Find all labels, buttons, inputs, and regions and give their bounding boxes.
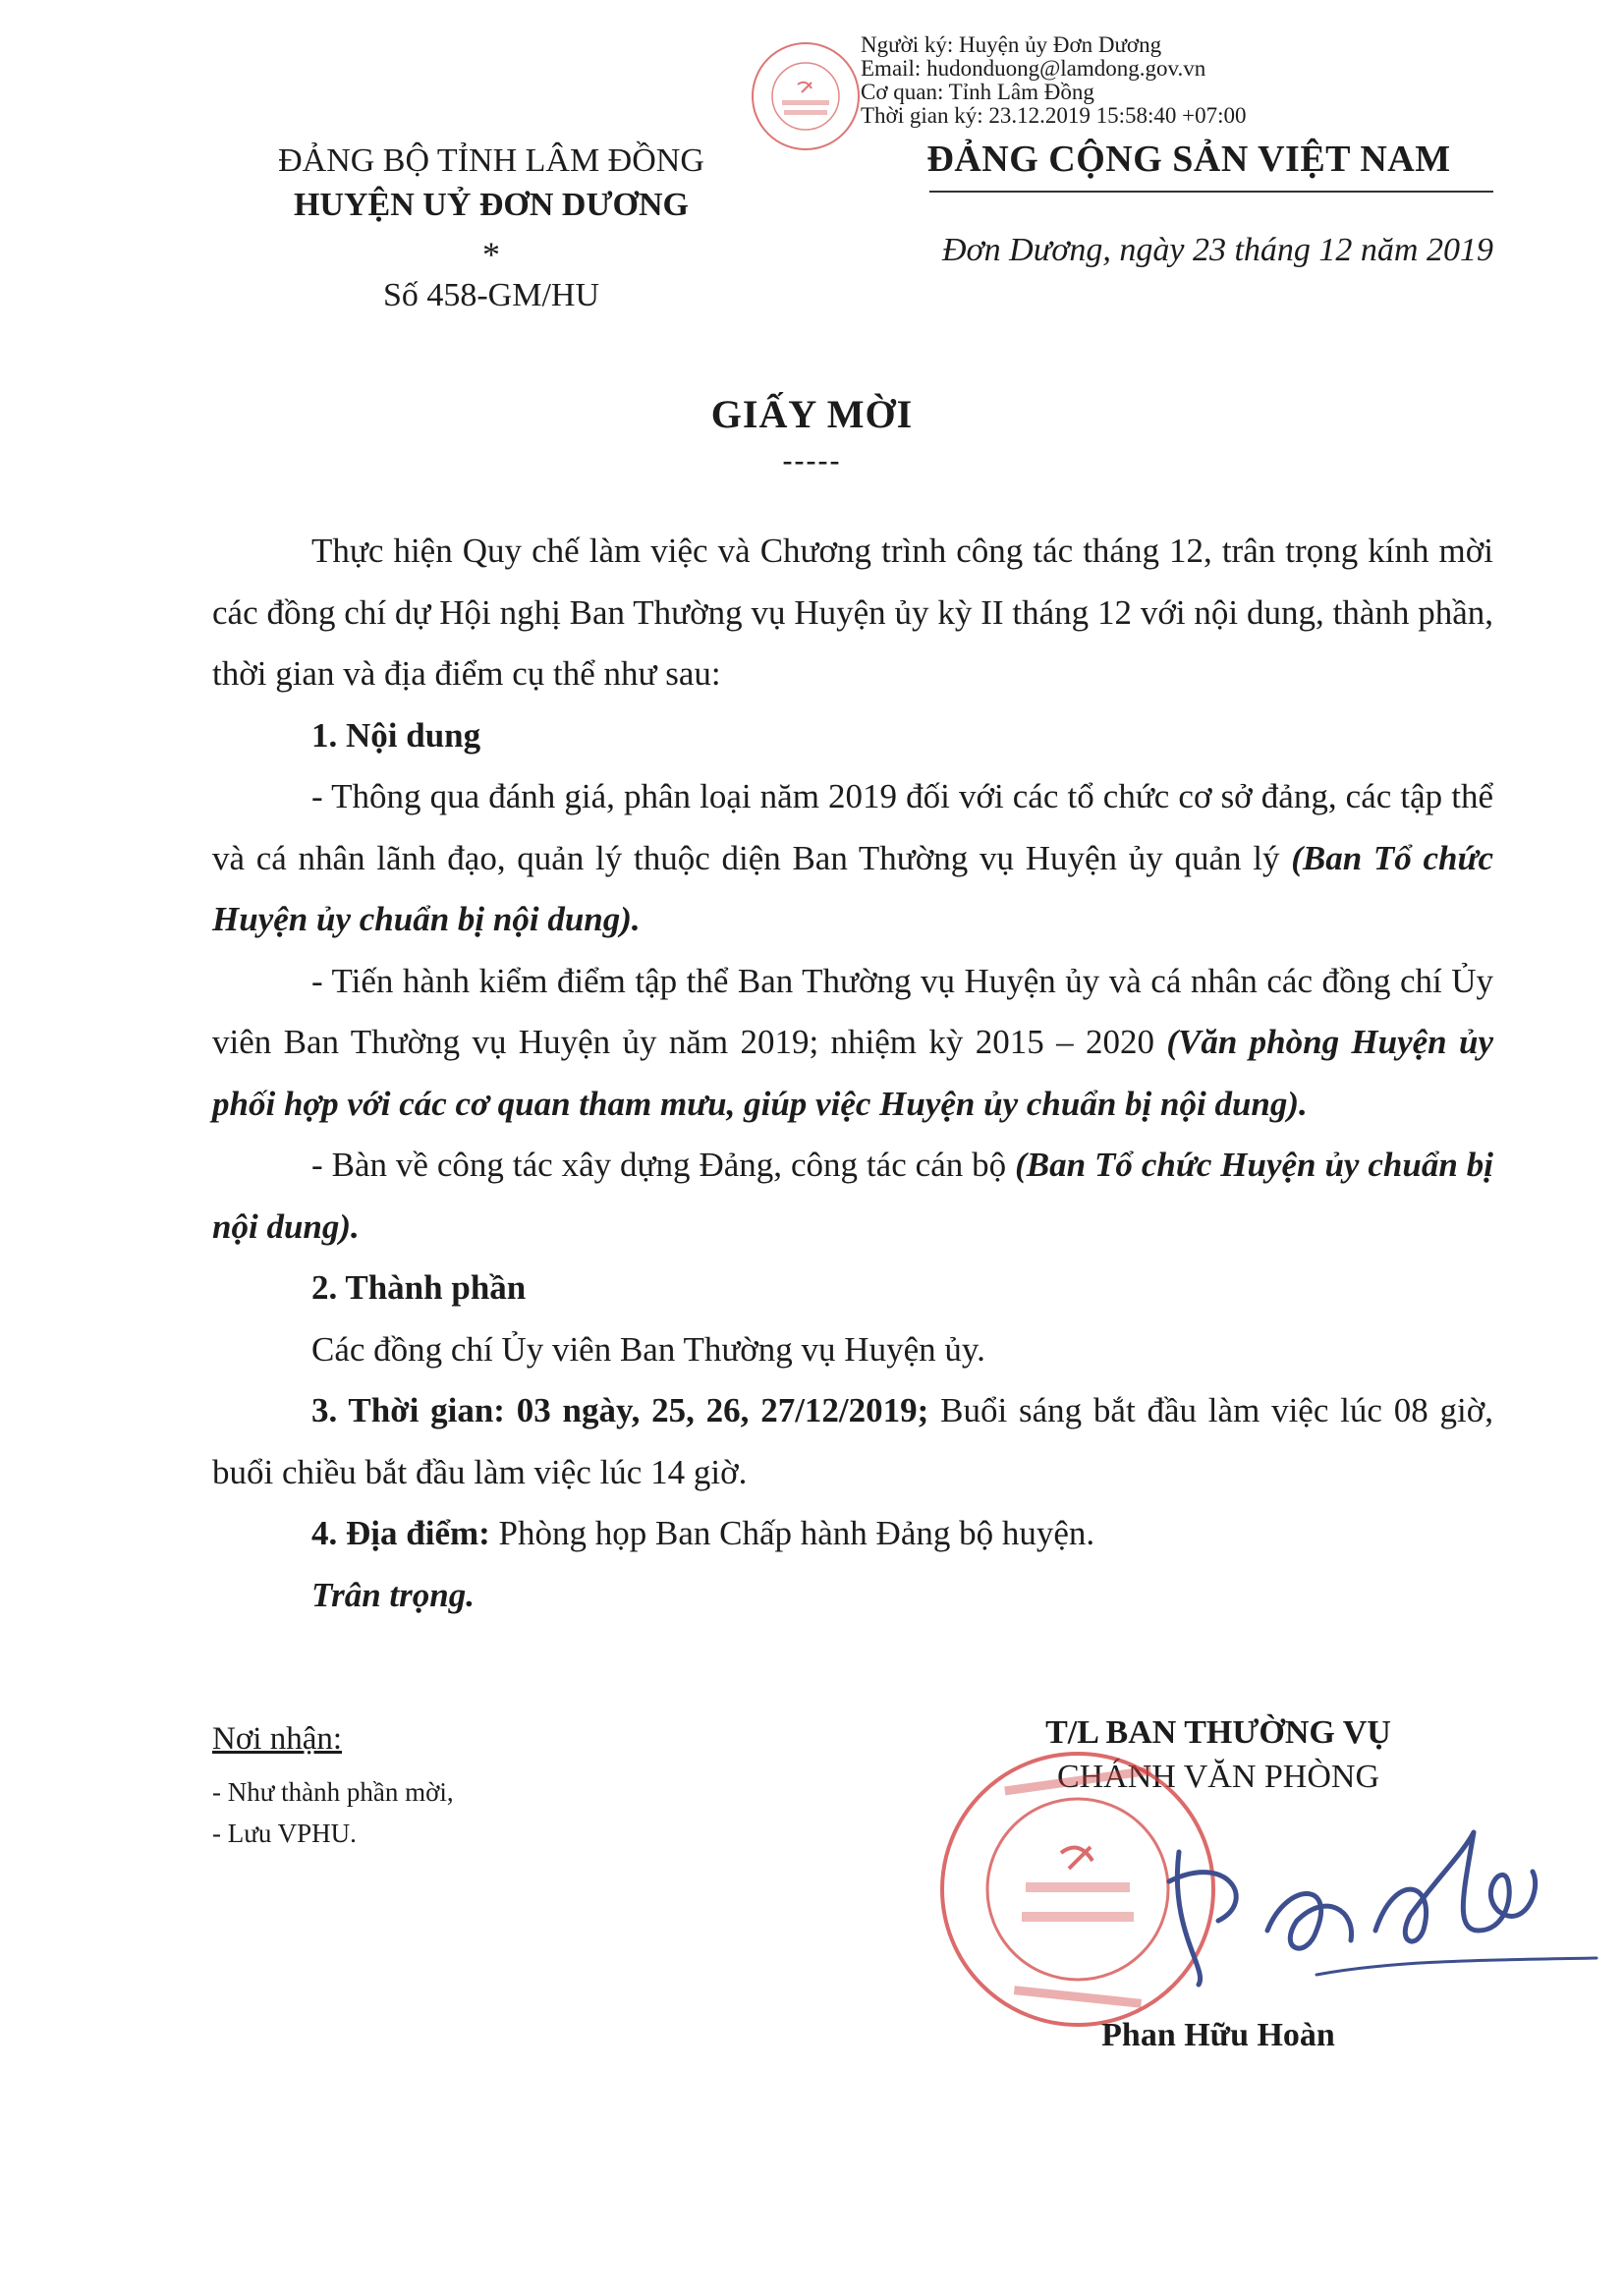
email-line: Email: hudonduong@lamdong.gov.vn [861, 56, 1206, 81]
section-4-heading: 4. Địa điểm: [311, 1514, 490, 1552]
handwritten-signature-icon [1140, 1813, 1601, 1989]
section-4 [212, 1503, 1493, 1565]
org-name: HUYỆN UỶ ĐƠN DƯƠNG [293, 187, 689, 223]
section-2-text: Các đồng chí Ủy viên Ban Thường vụ Huyện ủy. [311, 1329, 985, 1369]
section-3 [212, 1380, 1493, 1503]
section-3-text: Buổi sáng bắt đầu làm việc lúc 08 giờ, buổi chiều bắt đầu làm việc lúc 14 giờ. [212, 1391, 1493, 1491]
nation-header: ĐẢNG CỘNG SẢN VIỆT NAM [926, 139, 1451, 180]
recipients-list [212, 1771, 454, 1854]
org-parent: ĐẢNG BỘ TỈNH LÂM ĐỒNG [278, 142, 704, 179]
section-1-item-2 [212, 951, 1493, 1136]
document-number: Số 458-GM/HU [382, 277, 600, 313]
item-text: - Bàn về công tác xây dựng Đảng, công tác cán bộ [311, 1146, 1016, 1184]
digital-signature-info [861, 33, 1246, 128]
header-star: * [482, 235, 500, 274]
document-title: GIẤY MỜI [710, 392, 914, 436]
title-divider: ----- [782, 444, 842, 476]
section-1-item-1 [212, 766, 1493, 951]
intro-paragraph: Thực hiện Quy chế làm việc và Chương trình công tác tháng 12, trân trọng kính mời các đồng chí dự Hội nghị Ban Thường vụ Huyện ủy kỳ II tháng 12 với nội dung, thành phần, thời gian và địa điểm cụ thể như sau: [212, 532, 1493, 693]
signature-position: CHÁNH VĂN PHÒNG [1056, 1759, 1380, 1795]
recipient-item: - Như thành phần mời, [212, 1777, 454, 1807]
item-note: (Ban Tổ chức Huyện ủy chuẩn bị nội dung). [212, 838, 1493, 938]
item-text: - Tiến hành kiểm điểm tập thể Ban Thường vụ Huyện ủy và cá nhân các đồng chí Ủy viên Ban Thường vụ Huyện ủy năm 2019; nhiệm kỳ 2015 – 2020 [212, 961, 1493, 1061]
agency-line: Cơ quan: Tỉnh Lâm Đồng [861, 80, 1094, 104]
section-4-text: Phòng họp Ban Chấp hành Đảng bộ huyện. [489, 1514, 1095, 1552]
document-body [212, 521, 1493, 1626]
digital-signature-stamp-icon [743, 33, 868, 159]
signer-name: Phan Hữu Hoàn [1101, 2017, 1335, 2053]
item-text: - Thông qua đánh giá, phân loại năm 2019 đối với các tổ chức cơ sở đảng, các tập thể và cá nhân lãnh đạo, quản lý thuộc diện Ban Thường vụ Huyện ủy quản lý [212, 777, 1493, 877]
header-divider [929, 191, 1493, 193]
closing-line: Trân trọng. [311, 1575, 475, 1614]
signature-authority: T/L BAN THƯỜNG VỤ [1045, 1714, 1391, 1751]
signer-line: Người ký: Huyện ủy Đơn Dương [861, 32, 1162, 57]
item-note: (Ban Tổ chức Huyện ủy chuẩn bị nội dung). [212, 1146, 1493, 1246]
document-date: Đơn Dương, ngày 23 tháng 12 năm 2019 [941, 232, 1493, 268]
recipient-item: - Lưu VPHU. [212, 1819, 357, 1848]
section-3-heading: 3. Thời gian: 03 ngày, 25, 26, 27/12/2019; [311, 1391, 929, 1429]
section-1-item-3 [212, 1135, 1493, 1258]
section-1-heading: 1. Nội dung [311, 715, 481, 755]
section-2-heading: 2. Thành phần [311, 1268, 527, 1307]
recipients-heading: Nơi nhận: [212, 1721, 343, 1757]
item-note: (Văn phòng Huyện ủy phối hợp với các cơ quan tham mưu, giúp việc Huyện ủy chuẩn bị nội dung). [212, 1023, 1494, 1123]
signed-time-line: Thời gian ký: 23.12.2019 15:58:40 +07:00 [861, 103, 1247, 128]
